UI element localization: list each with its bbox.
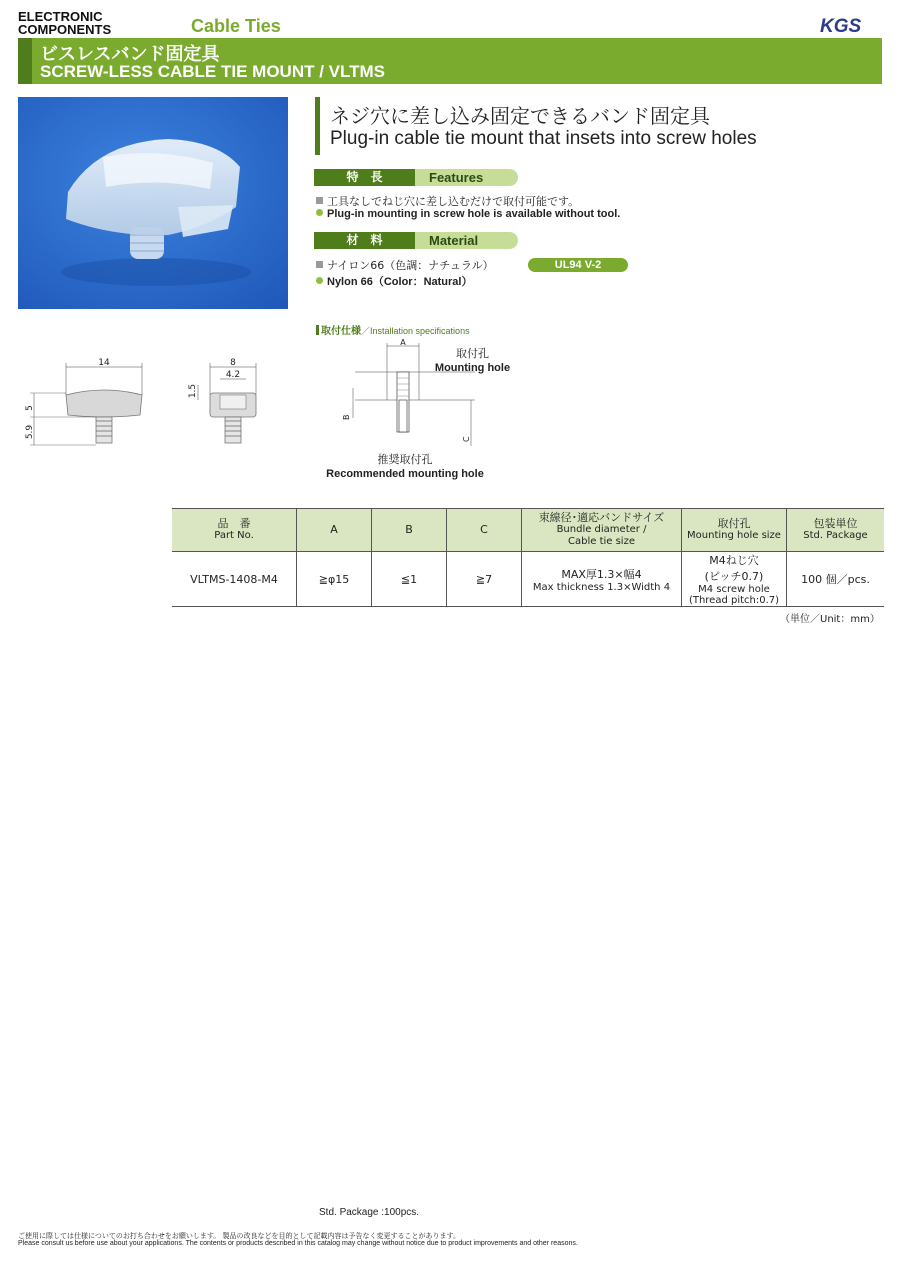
series-title: Cable Ties <box>191 16 281 36</box>
col-c: C <box>447 509 522 552</box>
tagline-en: Plug-in cable tie mount that insets into screw holes <box>330 128 757 149</box>
title-accent-bar <box>18 38 32 84</box>
square-bullet-icon <box>316 261 323 268</box>
table-row <box>172 552 884 607</box>
dim-5-label: 5 <box>25 405 35 411</box>
cell-bundle: MAX厚1.3×幅4 Max thickness 1.3×Width 4 <box>522 552 682 607</box>
recommended-hole-jp: 推奨取付孔 <box>377 453 433 466</box>
category-line-2: COMPONENTS <box>18 22 112 37</box>
cell-hole: M4ねじ穴 (ピッチ0.7) M4 screw hole (Thread pitch:0.7) <box>682 552 787 607</box>
label-b: B <box>342 414 351 420</box>
mounting-hole-jp: 取付孔 <box>456 347 489 360</box>
material-text-en: Nylon 66（Color：Natural） <box>327 276 473 288</box>
material-header <box>314 232 518 249</box>
section-marker-icon <box>316 325 319 335</box>
title-jp: ビスレスバンド固定具 <box>40 44 220 65</box>
mounting-hole-label <box>430 345 515 374</box>
label-c: C <box>462 436 471 442</box>
spec-table <box>172 508 884 607</box>
col-part-no: 品 番 Part No. <box>172 509 297 552</box>
ul-rating-badge: UL94 V-2 <box>528 258 628 272</box>
material-item-jp <box>316 257 494 273</box>
installation-header-en: Installation specifications <box>370 326 470 336</box>
col-package: 包装単位 Std. Package <box>787 509 885 552</box>
tagline-jp: ネジ穴に差し込み固定できるバンド固定具 <box>330 104 710 128</box>
features-header-en: Features <box>415 169 518 186</box>
dim-5-9-label: 5.9 <box>25 424 35 440</box>
feature-text-jp: 工具なしでねじ穴に差し込むだけで取付可能です。 <box>327 195 580 208</box>
title-band <box>18 38 882 84</box>
kgs-logo <box>818 14 882 40</box>
col-b: B <box>372 509 447 552</box>
side-view-drawing <box>20 355 160 459</box>
col-hole: 取付孔 Mounting hole size <box>682 509 787 552</box>
col-a: A <box>297 509 372 552</box>
std-package-note: Std. Package :100pcs. <box>319 1207 420 1218</box>
tagline-accent-bar <box>315 97 320 155</box>
cell-c: ≧7 <box>447 552 522 607</box>
cell-part: VLTMS-1408-M4 <box>172 552 297 607</box>
features-header <box>314 169 518 186</box>
col-bundle: 束線径･適応バンドサイズ Bundle diameter / Cable tie size <box>522 509 682 552</box>
dim-8-label: 8 <box>230 358 236 368</box>
feature-item-jp <box>316 193 579 209</box>
category-line-1: ELECTRONIC <box>18 9 103 24</box>
installation-header-jp: 取付仕様 <box>321 326 361 337</box>
unit-note: （単位／Unit：mm） <box>780 614 880 625</box>
material-item-en <box>316 273 472 289</box>
front-view-drawing <box>180 355 280 459</box>
mounting-hole-en: Mounting hole <box>434 362 511 374</box>
feature-text-en: Plug-in mounting in screw hole is available without tool. <box>327 208 621 220</box>
table-header-row <box>172 509 884 552</box>
feature-item-en <box>316 208 620 220</box>
title-en: SCREW-LESS CABLE TIE MOUNT / VLTMS <box>40 62 386 81</box>
dim-14-label: 14 <box>98 358 110 368</box>
installation-header: 取付仕様／Installation specifications <box>316 322 470 337</box>
category-label <box>18 10 111 36</box>
product-photo <box>18 97 288 309</box>
label-a: A <box>400 338 406 347</box>
dot-bullet-icon <box>316 209 323 216</box>
recommended-hole-label <box>310 451 500 480</box>
square-bullet-icon <box>316 197 323 204</box>
features-header-jp: 特 長 <box>314 169 415 186</box>
dot-bullet-icon <box>316 277 323 284</box>
cell-a: ≧φ15 <box>297 552 372 607</box>
material-header-jp: 材 料 <box>314 232 415 249</box>
dim-1-5-label: 1.5 <box>188 383 198 399</box>
material-text-jp: ナイロン66（色調：ナチュラル） <box>327 259 494 272</box>
recommended-hole-en: Recommended mounting hole <box>326 468 484 480</box>
material-header-en: Material <box>415 232 518 249</box>
footer-note-en: Please consult us before use about your applications. The contents or products described in this catalog may change without notice due to product improvements and other reasons. <box>18 1240 578 1247</box>
dim-4-2-label: 4.2 <box>225 370 241 380</box>
cell-package: 100 個／pcs. <box>787 552 885 607</box>
footer-note-jp: ご使用に際しては仕様についてのお打ち合わせをお願いします。 製品の改良などを目的として記載内容は予告なく変更することがあります。 <box>18 1232 460 1240</box>
cell-b: ≦1 <box>372 552 447 607</box>
logo-text: KGS <box>820 16 862 36</box>
